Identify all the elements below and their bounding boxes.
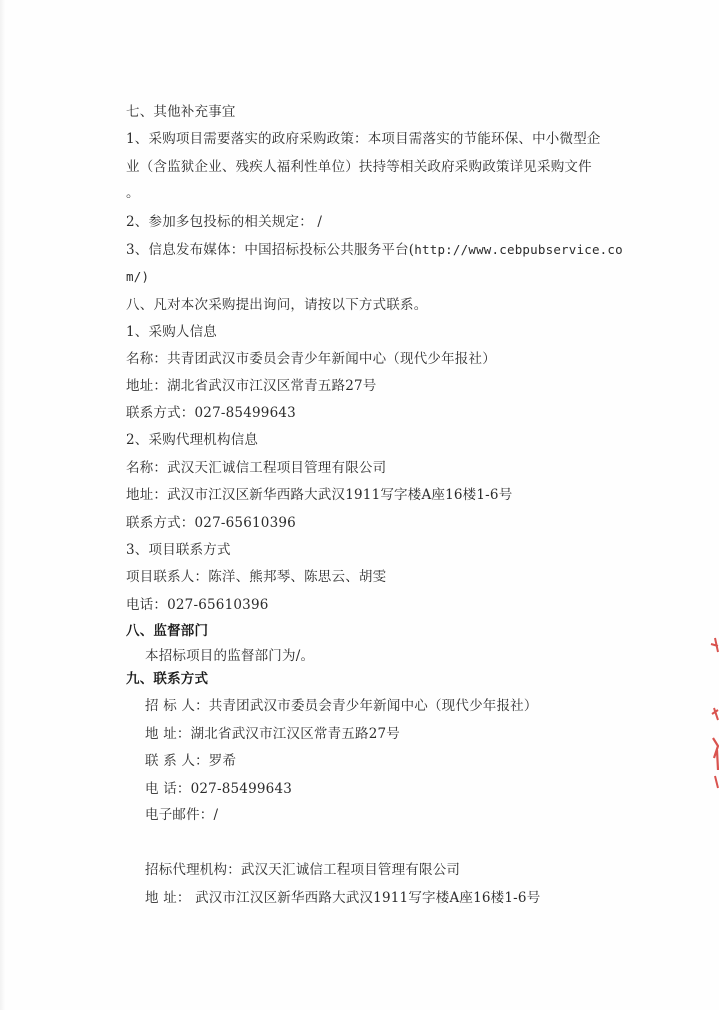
section7-item3-line2: m/) [126,269,150,284]
section7-item2: 2、参加多包投标的相关规定： / [126,214,323,230]
section7-item3-prefix: 3、信息发布媒体：中国招标投标公共服务平台( [126,242,415,258]
contact-person: 联 系 人：罗希 [145,753,237,769]
contact-address: 地 址：湖北省武汉市江汉区常青五路27号 [145,726,400,742]
section7-item1-line3: 。 [126,185,140,201]
project-people: 项目联系人：陈洋、熊邦琴、陈思云、胡雯 [126,569,387,585]
section7-item3-url: http://www.cebpubservice.co [414,242,623,257]
buyer-title: 1、采购人信息 [126,324,217,340]
project-phone: 电话：027-65610396 [126,597,269,613]
contact-tenderer: 招 标 人：共青团武汉市委员会青少年新闻中心（现代少年报社） [145,698,538,714]
contact-heading: 九、联系方式 [126,671,209,687]
contact-agency: 招标代理机构：武汉天汇诚信工程项目管理有限公司 [145,862,461,878]
contact-email: 电子邮件：/ [145,807,219,823]
seal-stamp-fragment [705,630,719,790]
agency-title: 2、采购代理机构信息 [126,432,259,448]
section7-item1-line1: 1、采购项目需要落实的政府采购政策：本项目需落实的节能环保、中小微型企 [126,131,601,147]
section7-item3-line1 [126,241,623,259]
buyer-address: 地址：湖北省武汉市江汉区常青五路27号 [126,378,377,394]
section7-item1-line2: 业（含监狱企业、残疾人福利性单位）扶持等相关政府采购政策详见采购文件 [126,159,592,175]
section7-heading: 七、其他补充事宜 [126,104,236,120]
agency-address: 地址：武汉市江汉区新华西路大武汉1911写字楼A座16楼1-6号 [126,487,513,503]
section8-heading: 八、凡对本次采购提出询问，请按以下方式联系。 [126,297,428,313]
project-title: 3、项目联系方式 [126,542,231,558]
supervision-heading: 八、监督部门 [126,623,209,639]
supervision-text: 本招标项目的监督部门为/。 [145,648,315,664]
buyer-contact: 联系方式：027-85499643 [126,405,296,421]
contact-agency-address: 地 址： 武汉市江汉区新华西路大武汉1911写字楼A座16楼1-6号 [145,890,541,906]
contact-phone: 电 话：027-85499643 [145,781,293,797]
agency-contact: 联系方式：027-65610396 [126,515,296,531]
buyer-name: 名称：共青团武汉市委员会青少年新闻中心（现代少年报社） [126,351,496,367]
agency-name: 名称：武汉天汇诚信工程项目管理有限公司 [126,460,387,476]
scan-edge-shadow [0,0,6,1010]
